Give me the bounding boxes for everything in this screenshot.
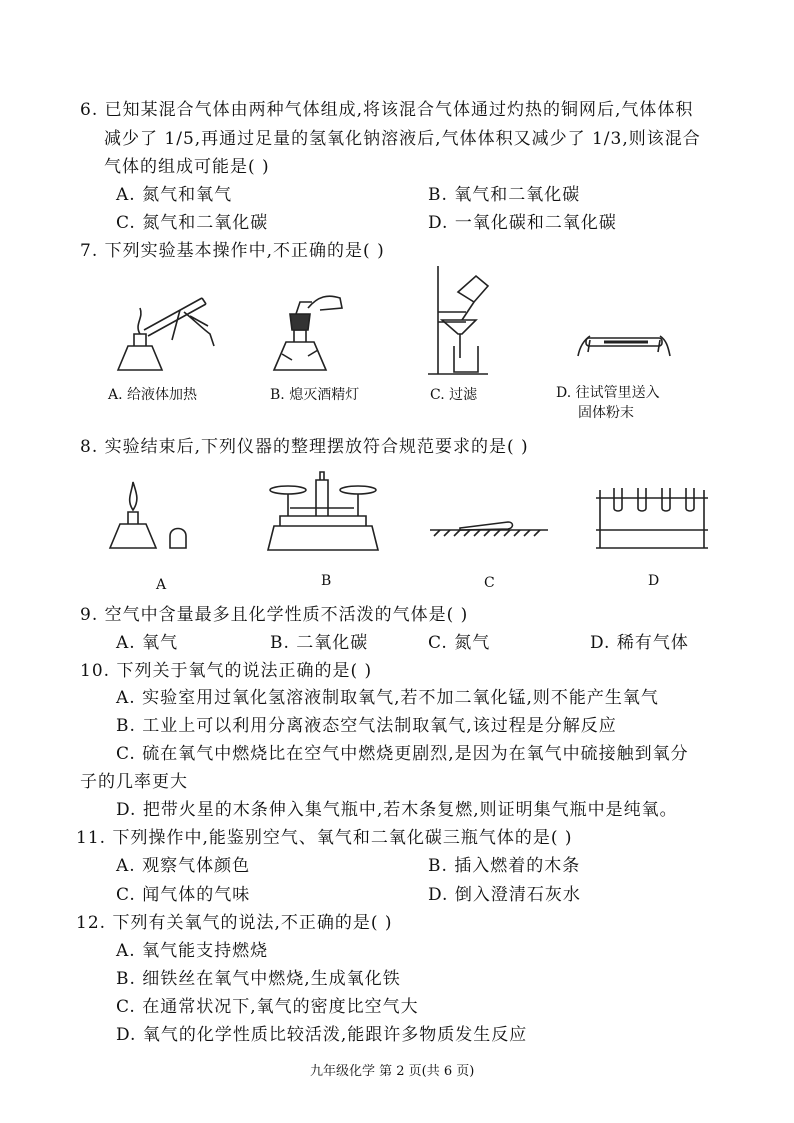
q11-option-c: C. 闻气体的气味	[116, 885, 251, 905]
q9-stem: 9. 空气中含量最多且化学性质不活泼的气体是( )	[80, 605, 469, 625]
q6-stem-line2: 减少了 1/5,再通过足量的氢氧化钠溶液后,气体体积又减少了 1/3,则该混合	[104, 129, 701, 149]
q10-option-d: D. 把带火星的木条伸入集气瓶中,若木条复燃,则证明集气瓶中是纯氧。	[116, 800, 678, 820]
q9-option-d: D. 稀有气体	[590, 633, 689, 653]
q7-figure-heating-liquid	[110, 290, 220, 379]
q7-option-c: C. 过滤	[430, 387, 478, 403]
q10-stem: 10. 下列关于氧气的说法正确的是( )	[80, 661, 373, 681]
q10-option-a: A. 实验室用过氧化氢溶液制取氧气,若不加二氧化锰,则不能产生氧气	[116, 688, 659, 708]
q7-figure-filtration	[418, 262, 508, 381]
q12-option-c: C. 在通常状况下,氧气的密度比空气大	[116, 997, 419, 1017]
q8-option-c: C	[484, 575, 495, 591]
q8-option-a: A	[156, 577, 167, 593]
q12-option-a: A. 氧气能支持燃烧	[116, 941, 269, 961]
q6-option-b: B. 氧气和二氧化碳	[428, 185, 581, 205]
q8-stem: 8. 实验结束后,下列仪器的整理摆放符合规范要求的是( )	[80, 437, 529, 457]
q6-option-a: A. 氮气和氧气	[116, 185, 233, 205]
q8-figure-alcohol-lamp-cap-off	[106, 478, 206, 557]
q11-stem: 11. 下列操作中,能鉴别空气、氧气和二氧化碳三瓶气体的是( )	[76, 828, 573, 848]
q7-stem: 7. 下列实验基本操作中,不正确的是( )	[80, 241, 385, 261]
q7-figure-powder-into-tube	[574, 326, 674, 370]
q7-figure-extinguish-lamp	[268, 284, 348, 378]
q11-option-a: A. 观察气体颜色	[116, 856, 251, 876]
q7-option-d-line1: D. 往试管里送入	[556, 385, 660, 401]
q10-option-b: B. 工业上可以利用分离液态空气法制取氧气,该过程是分解反应	[116, 716, 617, 736]
q10-option-c-line1: C. 硫在氧气中燃烧比在空气中燃烧更剧烈,是因为在氧气中硫接触到氧分	[116, 744, 689, 764]
q12-stem: 12. 下列有关氧气的说法,不正确的是( )	[76, 913, 393, 933]
q8-figure-balance	[266, 470, 381, 559]
q8-figure-test-tube-on-bench	[430, 512, 550, 542]
q7-option-b: B. 熄灭酒精灯	[270, 387, 360, 403]
q7-option-d-line2: 固体粉末	[578, 405, 634, 421]
q8-option-b: B	[321, 573, 332, 589]
q6-option-c: C. 氮气和二氧化碳	[116, 213, 269, 233]
q9-option-b: B. 二氧化碳	[270, 633, 369, 653]
q9-option-a: A. 氧气	[116, 633, 179, 653]
q6-option-d: D. 一氧化碳和二氧化碳	[428, 213, 617, 233]
page-footer: 九年级化学 第 2 页(共 6 页)	[310, 1064, 475, 1079]
q8-option-d: D	[648, 573, 660, 589]
q7-option-a: A. 给液体加热	[108, 387, 198, 403]
q6-stem-line1: 6. 已知某混合气体由两种气体组成,将该混合气体通过灼热的铜网后,气体体积	[80, 100, 694, 120]
q11-option-b: B. 插入燃着的木条	[428, 856, 581, 876]
q11-option-d: D. 倒入澄清石灰水	[428, 885, 581, 905]
q10-option-c-line2: 子的几率更大	[80, 772, 188, 792]
q12-option-b: B. 细铁丝在氧气中燃烧,生成氧化铁	[116, 969, 401, 989]
q8-figure-test-tube-rack	[592, 484, 712, 556]
q6-stem-line3: 气体的组成可能是( )	[104, 157, 270, 177]
q12-option-d: D. 氧气的化学性质比较活泼,能跟许多物质发生反应	[116, 1025, 528, 1045]
q9-option-c: C. 氮气	[428, 633, 491, 653]
